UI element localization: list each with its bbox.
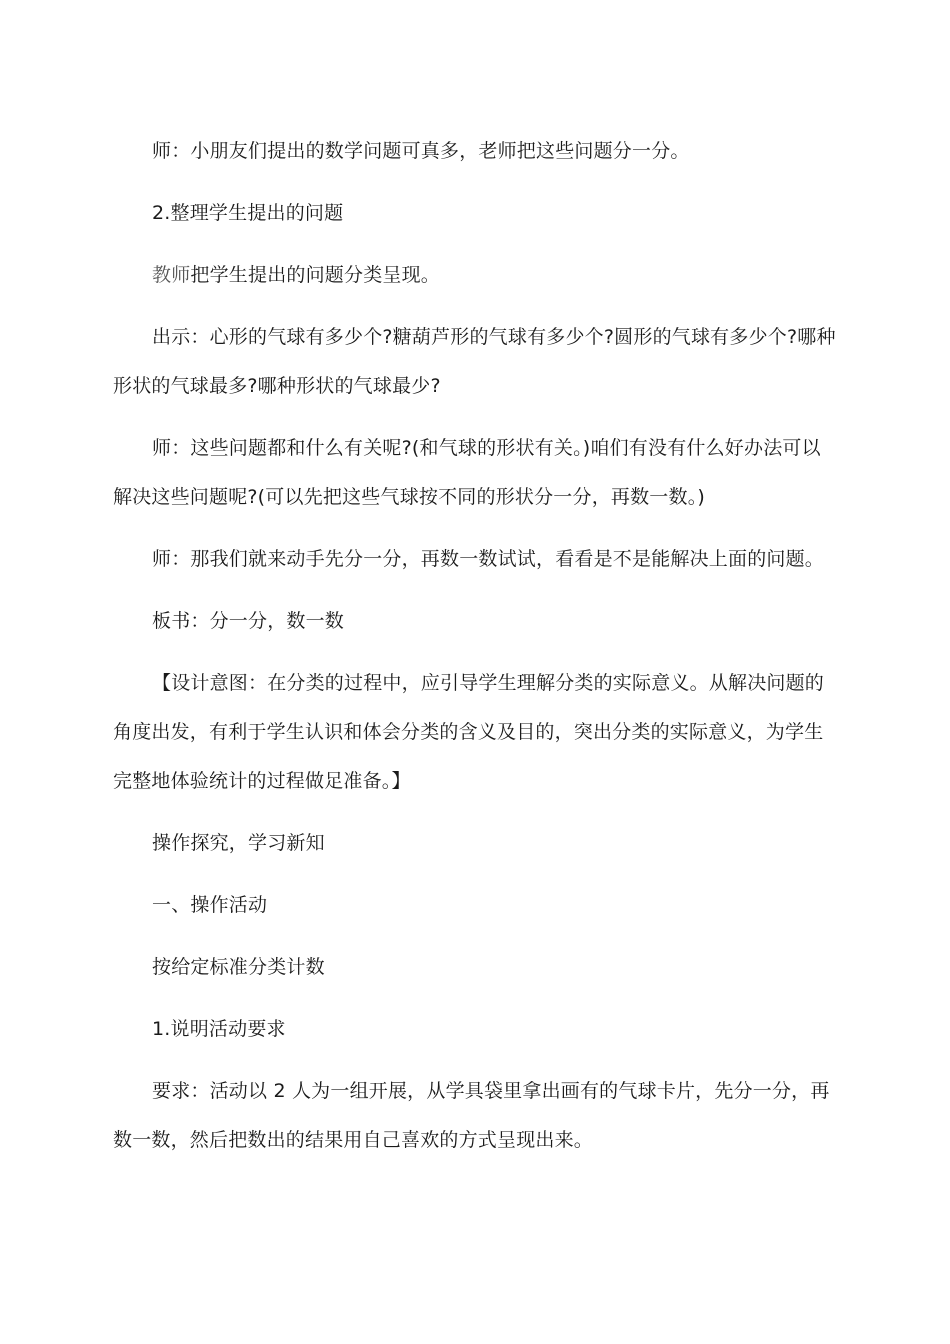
paragraph-teacher-remark: 师：小朋友们提出的数学问题可真多，老师把这些问题分一分。 <box>152 140 690 162</box>
paragraph-lead-text: 教师 <box>152 264 191 286</box>
paragraph-show-questions-line-1: 出示：心形的气球有多少个?糖葫芦形的气球有多少个?圆形的气球有多少个?哪种 <box>152 326 836 348</box>
paragraph-design-intent-line-2: 角度出发，有利于学生认识和体会分类的含义及目的，突出分类的实际意义，为学生 <box>113 721 824 743</box>
paragraph-classify-count: 按给定标准分类计数 <box>152 956 325 978</box>
paragraph-teacher-activity: 师：那我们就来动手先分一分，再数一数试试，看看是不是能解决上面的问题。 <box>152 548 825 570</box>
paragraph-section-heading: 操作探究，学习新知 <box>152 832 325 854</box>
paragraph-step-heading: 2.整理学生提出的问题 <box>152 202 344 224</box>
paragraph-teacher-question-line-2: 解决这些问题呢?(可以先把这些气球按不同的形状分一分，再数一数。) <box>113 486 706 508</box>
paragraph-teacher-question-line-1: 师：这些问题都和什么有关呢?(和气球的形状有关。)咱们有没有什么好办法可以 <box>152 437 821 459</box>
paragraph-requirement-line-1: 要求：活动以 2 人为一组开展，从学具袋里拿出画有的气球卡片，先分一分，再 <box>152 1080 830 1102</box>
paragraph-classify-present <box>152 263 832 287</box>
paragraph-design-intent-line-1: 【设计意图：在分类的过程中，应引导学生理解分类的实际意义。从解决问题的 <box>152 672 825 694</box>
paragraph-blackboard: 板书：分一分，数一数 <box>152 610 345 632</box>
paragraph-requirement-line-2: 数一数，然后把数出的结果用自己喜欢的方式呈现出来。 <box>113 1129 594 1151</box>
paragraph-text: 把学生提出的问题分类呈现。 <box>190 264 441 286</box>
paragraph-design-intent-line-3: 完整地体验统计的过程做足准备。】 <box>113 770 411 792</box>
paragraph-activity-step: 1.说明活动要求 <box>152 1018 286 1040</box>
paragraph-subsection-heading: 一、操作活动 <box>152 894 268 916</box>
paragraph-show-questions-line-2: 形状的气球最多?哪种形状的气球最少? <box>113 375 441 397</box>
